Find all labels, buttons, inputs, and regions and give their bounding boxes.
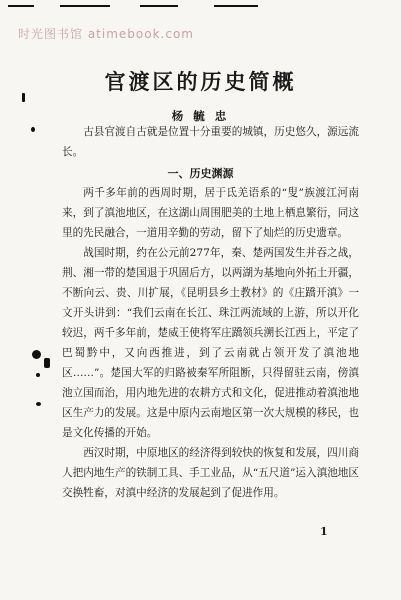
scan-speck [31, 127, 35, 132]
watermark: 时光图书馆 atimebook.com [18, 27, 194, 41]
paragraph-3: 西汉时期，中原地区的经济得到较快的恢复和发展，四川商人把内地生产的铁制工具、手工业品，从“五尺道”运入滇池地区交换牲畜，对滇中经济的发展起到了促进作用。 [62, 447, 359, 499]
scan-speck [32, 350, 41, 359]
scan-speck [36, 402, 41, 406]
section-heading: 一、历史渊源 [167, 167, 234, 180]
body-text [62, 183, 359, 503]
author-name: 杨 毓 忠 [171, 109, 230, 123]
top-border-segment-3 [140, 5, 178, 7]
paragraph-1: 两千多年前的西周时期，居于氐羌语系的“叟”族渡江河南来，到了滇池地区，在这湖山周围肥美的土地上栖息繁衍，同这里的先民融合，一道用辛勤的劳动，留下了灿烂的历史遗章。 [62, 187, 359, 239]
top-border-segment-2 [60, 5, 110, 7]
page-title: 官渡区的历史简概 [104, 69, 297, 94]
intro-block [62, 122, 359, 162]
top-border-segment-4 [214, 5, 258, 7]
scan-speck [22, 93, 25, 102]
intro-paragraph: 古县官渡自古就是位置十分重要的城镇，历史悠久，源远流长。 [62, 126, 359, 158]
paragraph-2: 战国时期，约在公元前277年，秦、楚两国发生并吞之战，荆、湘一带的楚国退于巩固后方，以两湖为基地向外拓土开疆，不断向云、贵、川扩展，《昆明县乡土教材》的《庄蹻开滇》一文开头讲到：“我们云南在长江、珠江两流域的上游，所以开化较迟，两千多年前，楚威王使将军庄蹻领兵溯长江西上，平定了巴蜀黔中，又向西推进，到了云南就占领开发了滇池地区……”。楚国大军的归路被秦军所阻断，只得留驻云南，傍滇池立国而治，用内地先进的农耕方式和文化，促进推动着滇池地区生产力的发展。这是中原内云南地区第一次大规模的移民，也是文化传播的开始。 [62, 247, 359, 439]
scan-speck [36, 373, 40, 377]
page-number: 1 [320, 525, 328, 538]
scan-speck [44, 358, 50, 368]
top-border-segment-1 [8, 5, 34, 7]
